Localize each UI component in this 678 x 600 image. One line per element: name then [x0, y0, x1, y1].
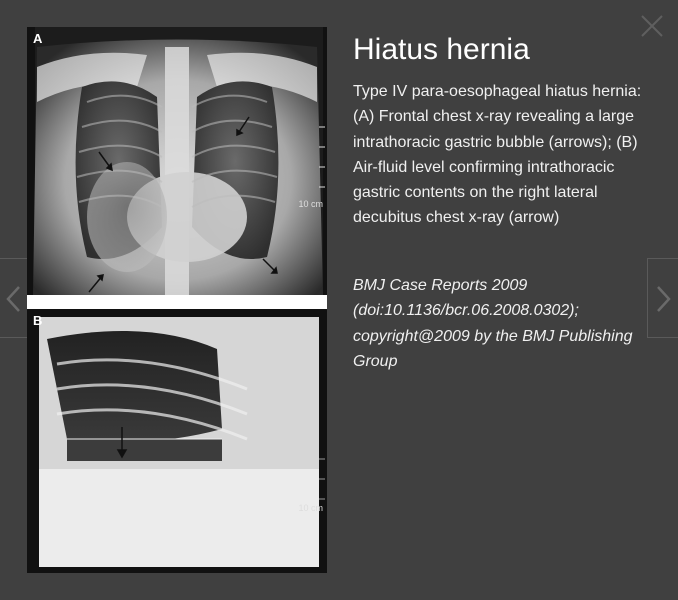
figure-caption: Type IV para-oesophageal hiatus hernia: (A) Frontal chest x-ray revealing a large intrathoracic gastric bubble (arrows); (B) Air-fluid level confirming intrathoracic gastric contents on the right lateral decubitus chest x-ray (arrow) [353, 83, 642, 227]
chevron-left-icon [5, 285, 23, 313]
panel-label-b: B [33, 313, 43, 328]
lateral-decubitus-xray-image [27, 309, 327, 573]
previous-button[interactable] [0, 258, 30, 338]
panel-label-a: A [33, 31, 43, 46]
lightbox-title: Hiatus hernia [353, 33, 530, 66]
scale-label-a: 10 cm [298, 199, 323, 209]
panel-separator [27, 295, 327, 309]
scale-label-b: 10 cm [298, 503, 323, 513]
close-button[interactable] [640, 14, 664, 38]
xray-figure [27, 27, 327, 573]
xray-panel-a [27, 27, 327, 295]
frontal-chest-xray-image [27, 27, 327, 295]
figure-credit: BMJ Case Reports 2009 (doi:10.1136/bcr.06.2008.0302); copyright@2009 by the BMJ Publishing Group [353, 277, 633, 370]
xray-panel-b [27, 309, 327, 573]
close-icon [640, 14, 664, 38]
